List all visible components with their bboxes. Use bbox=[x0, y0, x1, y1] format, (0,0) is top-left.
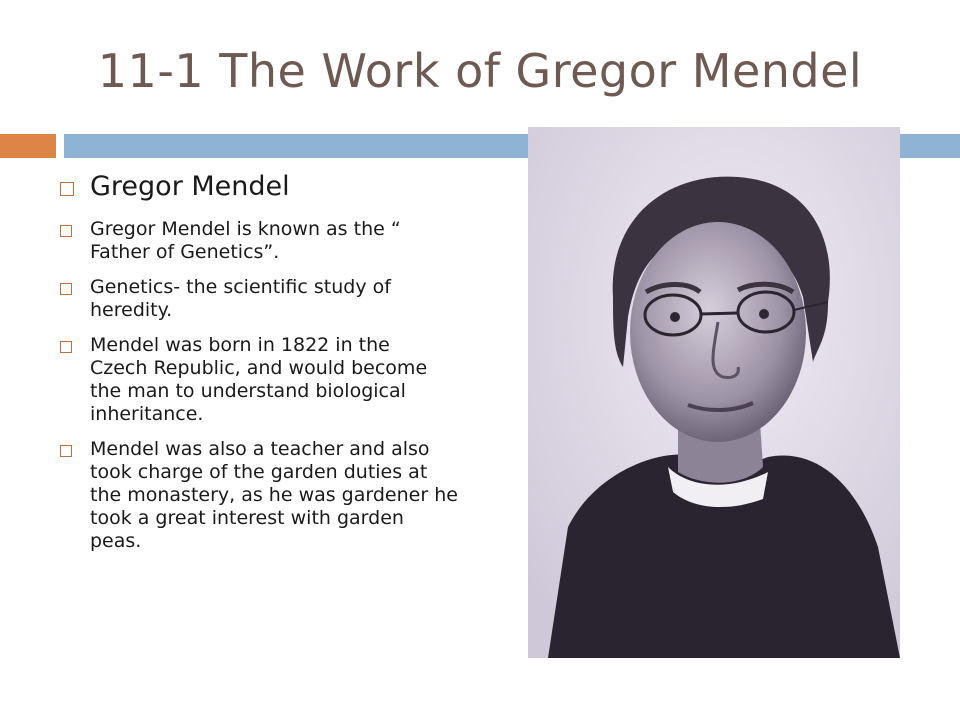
bullet-item bbox=[60, 438, 530, 553]
bullet-item bbox=[60, 334, 530, 426]
bullet-text: Gregor Mendel is known as the “ Father of Genetics”. bbox=[90, 218, 401, 263]
bullet-item bbox=[60, 218, 530, 264]
square-bullet-icon bbox=[60, 445, 72, 457]
square-bullet-icon bbox=[60, 283, 72, 295]
bullet-text: Mendel was born in 1822 in the Czech Republic, and would become the man to understand biological inheritance. bbox=[90, 334, 428, 425]
bullet-heading bbox=[60, 170, 530, 204]
bullet-item bbox=[60, 276, 530, 322]
bullet-list bbox=[60, 170, 530, 565]
square-bullet-icon bbox=[60, 225, 72, 237]
bullet-text: Mendel was also a teacher and also took charge of the garden duties at the monastery, as he was gardener he took a great interest with garden peas. bbox=[90, 438, 458, 552]
portrait-illustration bbox=[528, 127, 900, 658]
square-bullet-icon bbox=[60, 182, 74, 196]
square-bullet-icon bbox=[60, 341, 72, 353]
bullet-text: Gregor Mendel bbox=[90, 171, 290, 202]
portrait-photo bbox=[528, 127, 900, 658]
accent-band-left bbox=[0, 134, 56, 158]
slide-title: 11-1 The Work of Gregor Mendel bbox=[97, 44, 863, 98]
bullet-text: Genetics- the scientific study of heredity. bbox=[90, 276, 391, 321]
